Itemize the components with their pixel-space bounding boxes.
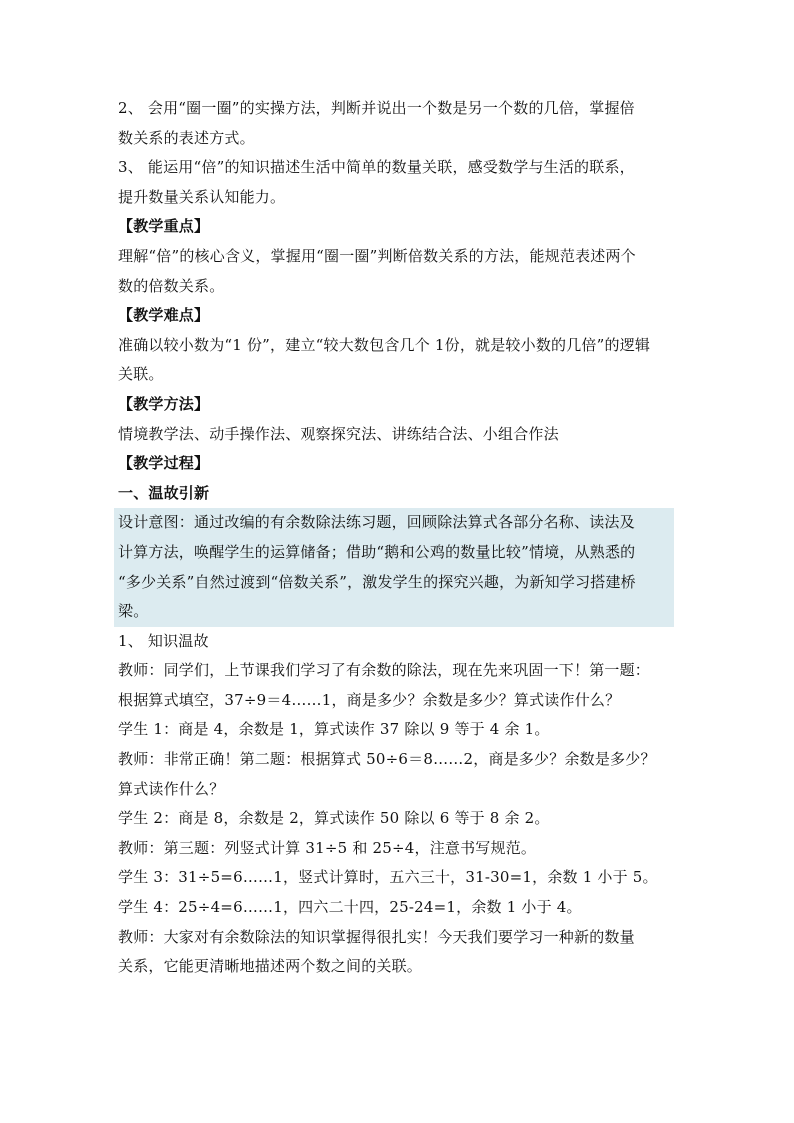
dialogue-line: 学生 3：31÷5=6……1，竖式计算时，五六三十，31-30=1，余数 1 小于 5。 [118,868,658,887]
key-points-line-2: 数的倍数关系。 [118,276,225,295]
difficulties-heading: 【教学难点】 [118,306,210,325]
objective-3-line-2: 提升数量关系认知能力。 [118,187,286,206]
objective-2-line-1: 2、 会用“圈一圈”的实操方法，判断并说出一个数是另一个数的几倍，掌握倍 [118,99,635,117]
dialogue-line: 算式读作什么？ [118,779,225,798]
design-intent-line-3: “多少关系”自然过渡到“倍数关系”，激发学生的探究兴趣，为新知学习搭建桥 [118,572,636,591]
dialogue-line: 学生 2：商是 8，余数是 2，算式读作 50 除以 6 等于 8 余 2。 [118,809,550,828]
difficulties-line-1: 准确以较小数为“1 份”，建立“较大数包含几个 1份，就是较小数的几倍”的逻辑 [118,335,651,354]
objective-3-line-1: 3、 能运用“倍”的知识描述生活中简单的数量关联，感受数学与生活的联系， [118,158,635,177]
methods-heading: 【教学方法】 [118,394,210,413]
dialogue-line: 关系，它能更清晰地描述两个数之间的关联。 [118,957,423,976]
design-intent-line-1: 设计意图：通过改编的有余数除法练习题，回顾除法算式各部分名称、读法及 [118,513,635,532]
difficulties-line-2: 关联。 [118,365,164,384]
section-1-title: 一、温故引新 [118,483,210,502]
design-intent-box [114,508,674,626]
dialogue-line: 教师：同学们，上节课我们学习了有余数的除法，现在先来巩固一下！第一题： [118,661,651,680]
key-points-line-1: 理解“倍”的核心含义，掌握用“圈一圈”判断倍数关系的方法，能规范表述两个 [118,246,636,265]
dialogue-line: 教师：大家对有余数除法的知识掌握得很扎实！今天我们要学习一种新的数量 [118,927,635,946]
methods-text: 情境教学法、动手操作法、观察探究法、讲练结合法、小组合作法 [118,424,559,443]
design-intent-line-2: 计算方法，唤醒学生的运算储备；借助“鹅和公鸡的数量比较”情境，从熟悉的 [118,542,636,561]
key-points-heading: 【教学重点】 [118,217,210,236]
process-heading: 【教学过程】 [118,454,210,473]
objective-2-line-2: 数关系的表述方式。 [118,128,255,147]
design-intent-line-4: 梁。 [118,602,149,621]
subsection-1-title: 1、 知识温故 [118,631,209,650]
lesson-plan-page [118,94,678,982]
dialogue-line: 根据算式填空，37÷9＝4……1，商是多少？余数是多少？算式读作什么？ [118,690,621,709]
dialogue-line: 学生 4：25÷4=6……1，四六二十四，25-24=1，余数 1 小于 4。 [118,898,582,917]
dialogue-line: 教师：第三题：列竖式计算 31÷5 和 25÷4，注意书写规范。 [118,838,537,857]
dialogue-line: 教师：非常正确！第二题：根据算式 50÷6＝8……2，商是多少？余数是多少？ [118,750,656,769]
dialogue-line: 学生 1：商是 4，余数是 1，算式读作 37 除以 9 等于 4 余 1。 [118,720,550,739]
